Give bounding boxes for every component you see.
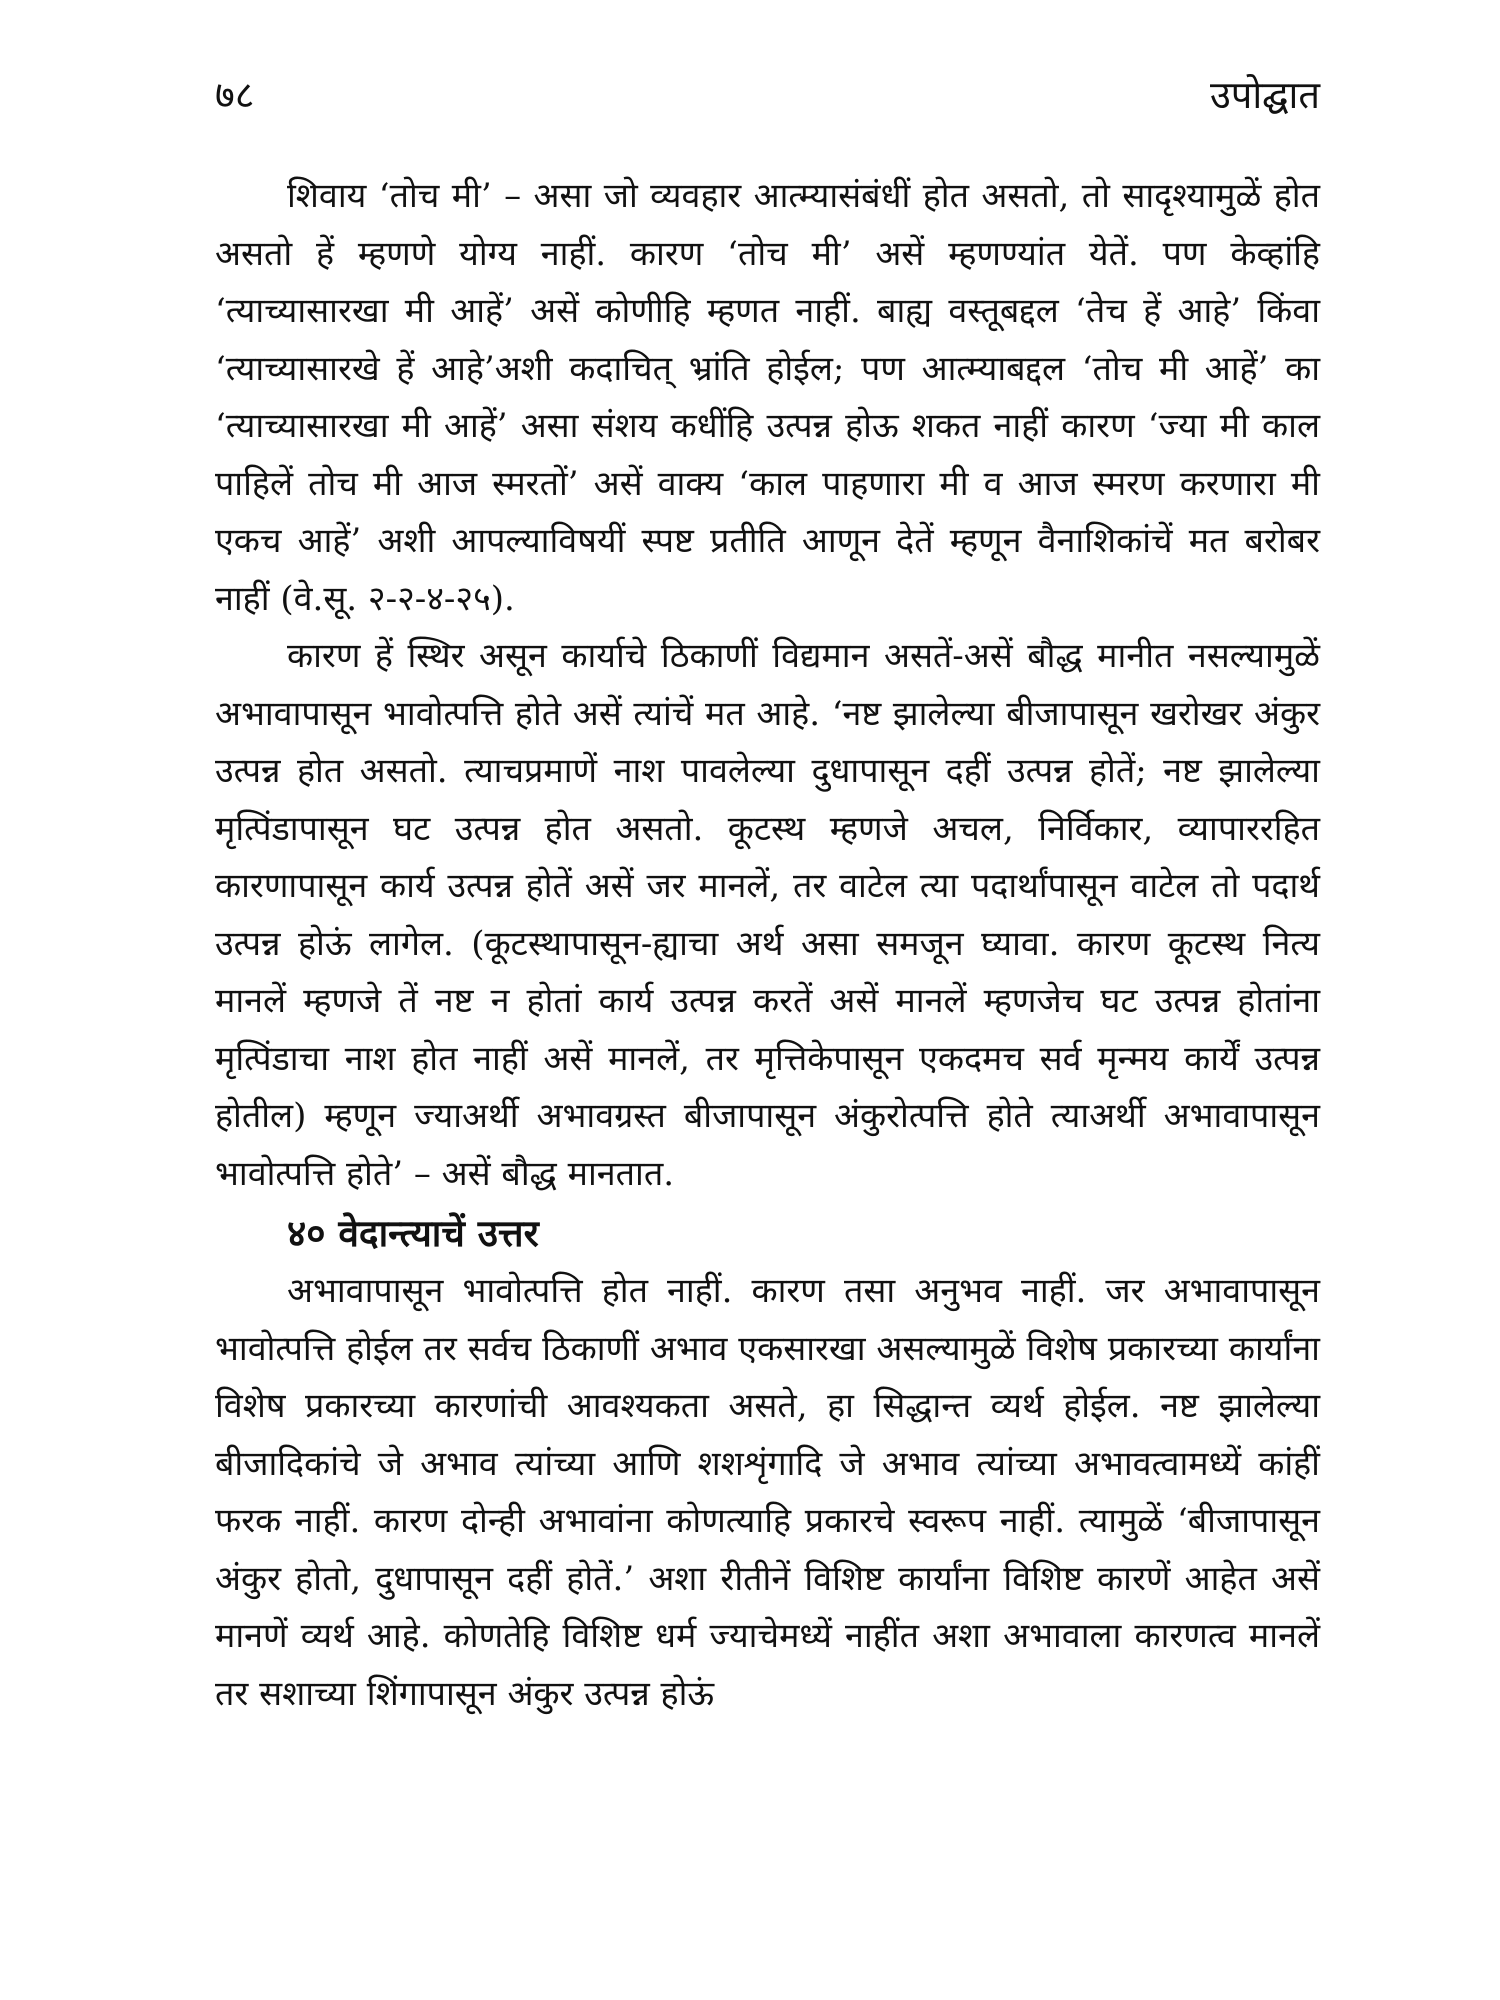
page-header <box>215 60 1320 130</box>
running-head: उपोद्घात <box>1209 73 1320 117</box>
paragraph: अभावापासून भावोत्पत्ति होत नाहीं. कारण तसा अनुभव नाहीं. जर अभावापासून भावोत्पत्ति होईल तर सर्वच ठिकाणीं अभाव एकसारखा असल्यामुळें विशेष प्रकारच्या कार्यांना विशेष प्रकारच्या कारणांची आवश्यकता असते, हा सिद्धान्त व्यर्थ होईल. नष्ट झालेल्या बीजादिकांचे जे अभाव त्यांच्या आणि शशशृंगादि जे अभाव त्यांच्या अभावत्वामध्यें कांहीं फरक नाहीं. कारण दोन्ही अभावांना कोणत्याहि प्रकारचे स्वरूप नाहीं. त्यामुळें ‘बीजापासून अंकुर होतो, दुधापासून दहीं होतें.’ अशा रीतीनें विशिष्ट कार्यांना विशिष्ट कारणें आहेत असें मानणें व्यर्थ आहे. कोणतेहि विशिष्ट धर्म ज्याचेमध्यें नाहींत अशा अभावाला कारणत्व मानलें तर सशाच्या शिंगापासून अंकुर उत्पन्न होऊं <box>215 1271 1320 1714</box>
body-text <box>215 168 1320 1723</box>
paragraph: शिवाय ‘तोच मी’ – असा जो व्यवहार आत्म्यासंबंधीं होत असतो, तो सादृश्यामुळें होत असतो हें म्हणणे योग्य नाहीं. कारण ‘तोच मी’ असें म्हणण्यांत येतें. पण केव्हांहि ‘त्याच्यासारखा मी आहें’ असें कोणीहि म्हणत नाहीं. बाह्य वस्तूबद्दल ‘तेच हें आहे’ किंवा ‘त्याच्यासारखे हें आहे’अशी कदाचित् भ्रांति होईल; पण आत्म्याबद्दल ‘तोच मी आहें’ का ‘त्याच्यासारखा मी आहें’ असा संशय कधींहि उत्पन्न होऊ शकत नाहीं कारण ‘ज्या मी काल पाहिलें तोच मी आज स्मरतों’ असें वाक्य ‘काल पाहणारा मी व आज स्मरण करणारा मी एकच आहें’ अशी आपल्याविषयीं स्पष्ट प्रतीति आणून देतें म्हणून वैनाशिकांचें मत बरोबर नाहीं (वे.सू. २-२-४-२५). <box>215 176 1320 619</box>
paragraph: कारण हें स्थिर असून कार्याचे ठिकाणीं विद्यमान असतें-असें बौद्ध मानीत नसल्यामुळें अभावापासून भावोत्पत्ति होते असें त्यांचें मत आहे. ‘नष्ट झालेल्या बीजापासून खरोखर अंकुर उत्पन्न होत असतो. त्याचप्रमाणें नाश पावलेल्या दुधापासून दहीं उत्पन्न होतें; नष्ट झालेल्या मृत्पिंडापासून घट उत्पन्न होत असतो. कूटस्थ म्हणजे अचल, निर्विकार, व्यापाररहित कारणापासून कार्य उत्पन्न होतें असें जर मानलें, तर वाटेल त्या पदार्थांपासून वाटेल तो पदार्थ उत्पन्न होऊं लागेल. (कूटस्थापासून-ह्याचा अर्थ असा समजून घ्यावा. कारण कूटस्थ नित्य मानलें म्हणजे तें नष्ट न होतां कार्य उत्पन्न करतें असें मानलें म्हणजेच घट उत्पन्न होतांना मृत्पिंडाचा नाश होत नाहीं असें मानलें, तर मृत्तिकेपासून एकदमच सर्व मृन्मय कार्यें उत्पन्न होतील) म्हणून ज्याअर्थी अभावग्रस्त बीजापासून अंकुरोत्पत्ति होते त्याअर्थी अभावापासून भावोत्पत्ति होते’ – असें बौद्ध मानतात. <box>215 636 1320 1194</box>
section-heading: ४० वेदान्त्याचें उत्तर <box>287 1211 539 1255</box>
page-number: ७८ <box>215 73 255 117</box>
